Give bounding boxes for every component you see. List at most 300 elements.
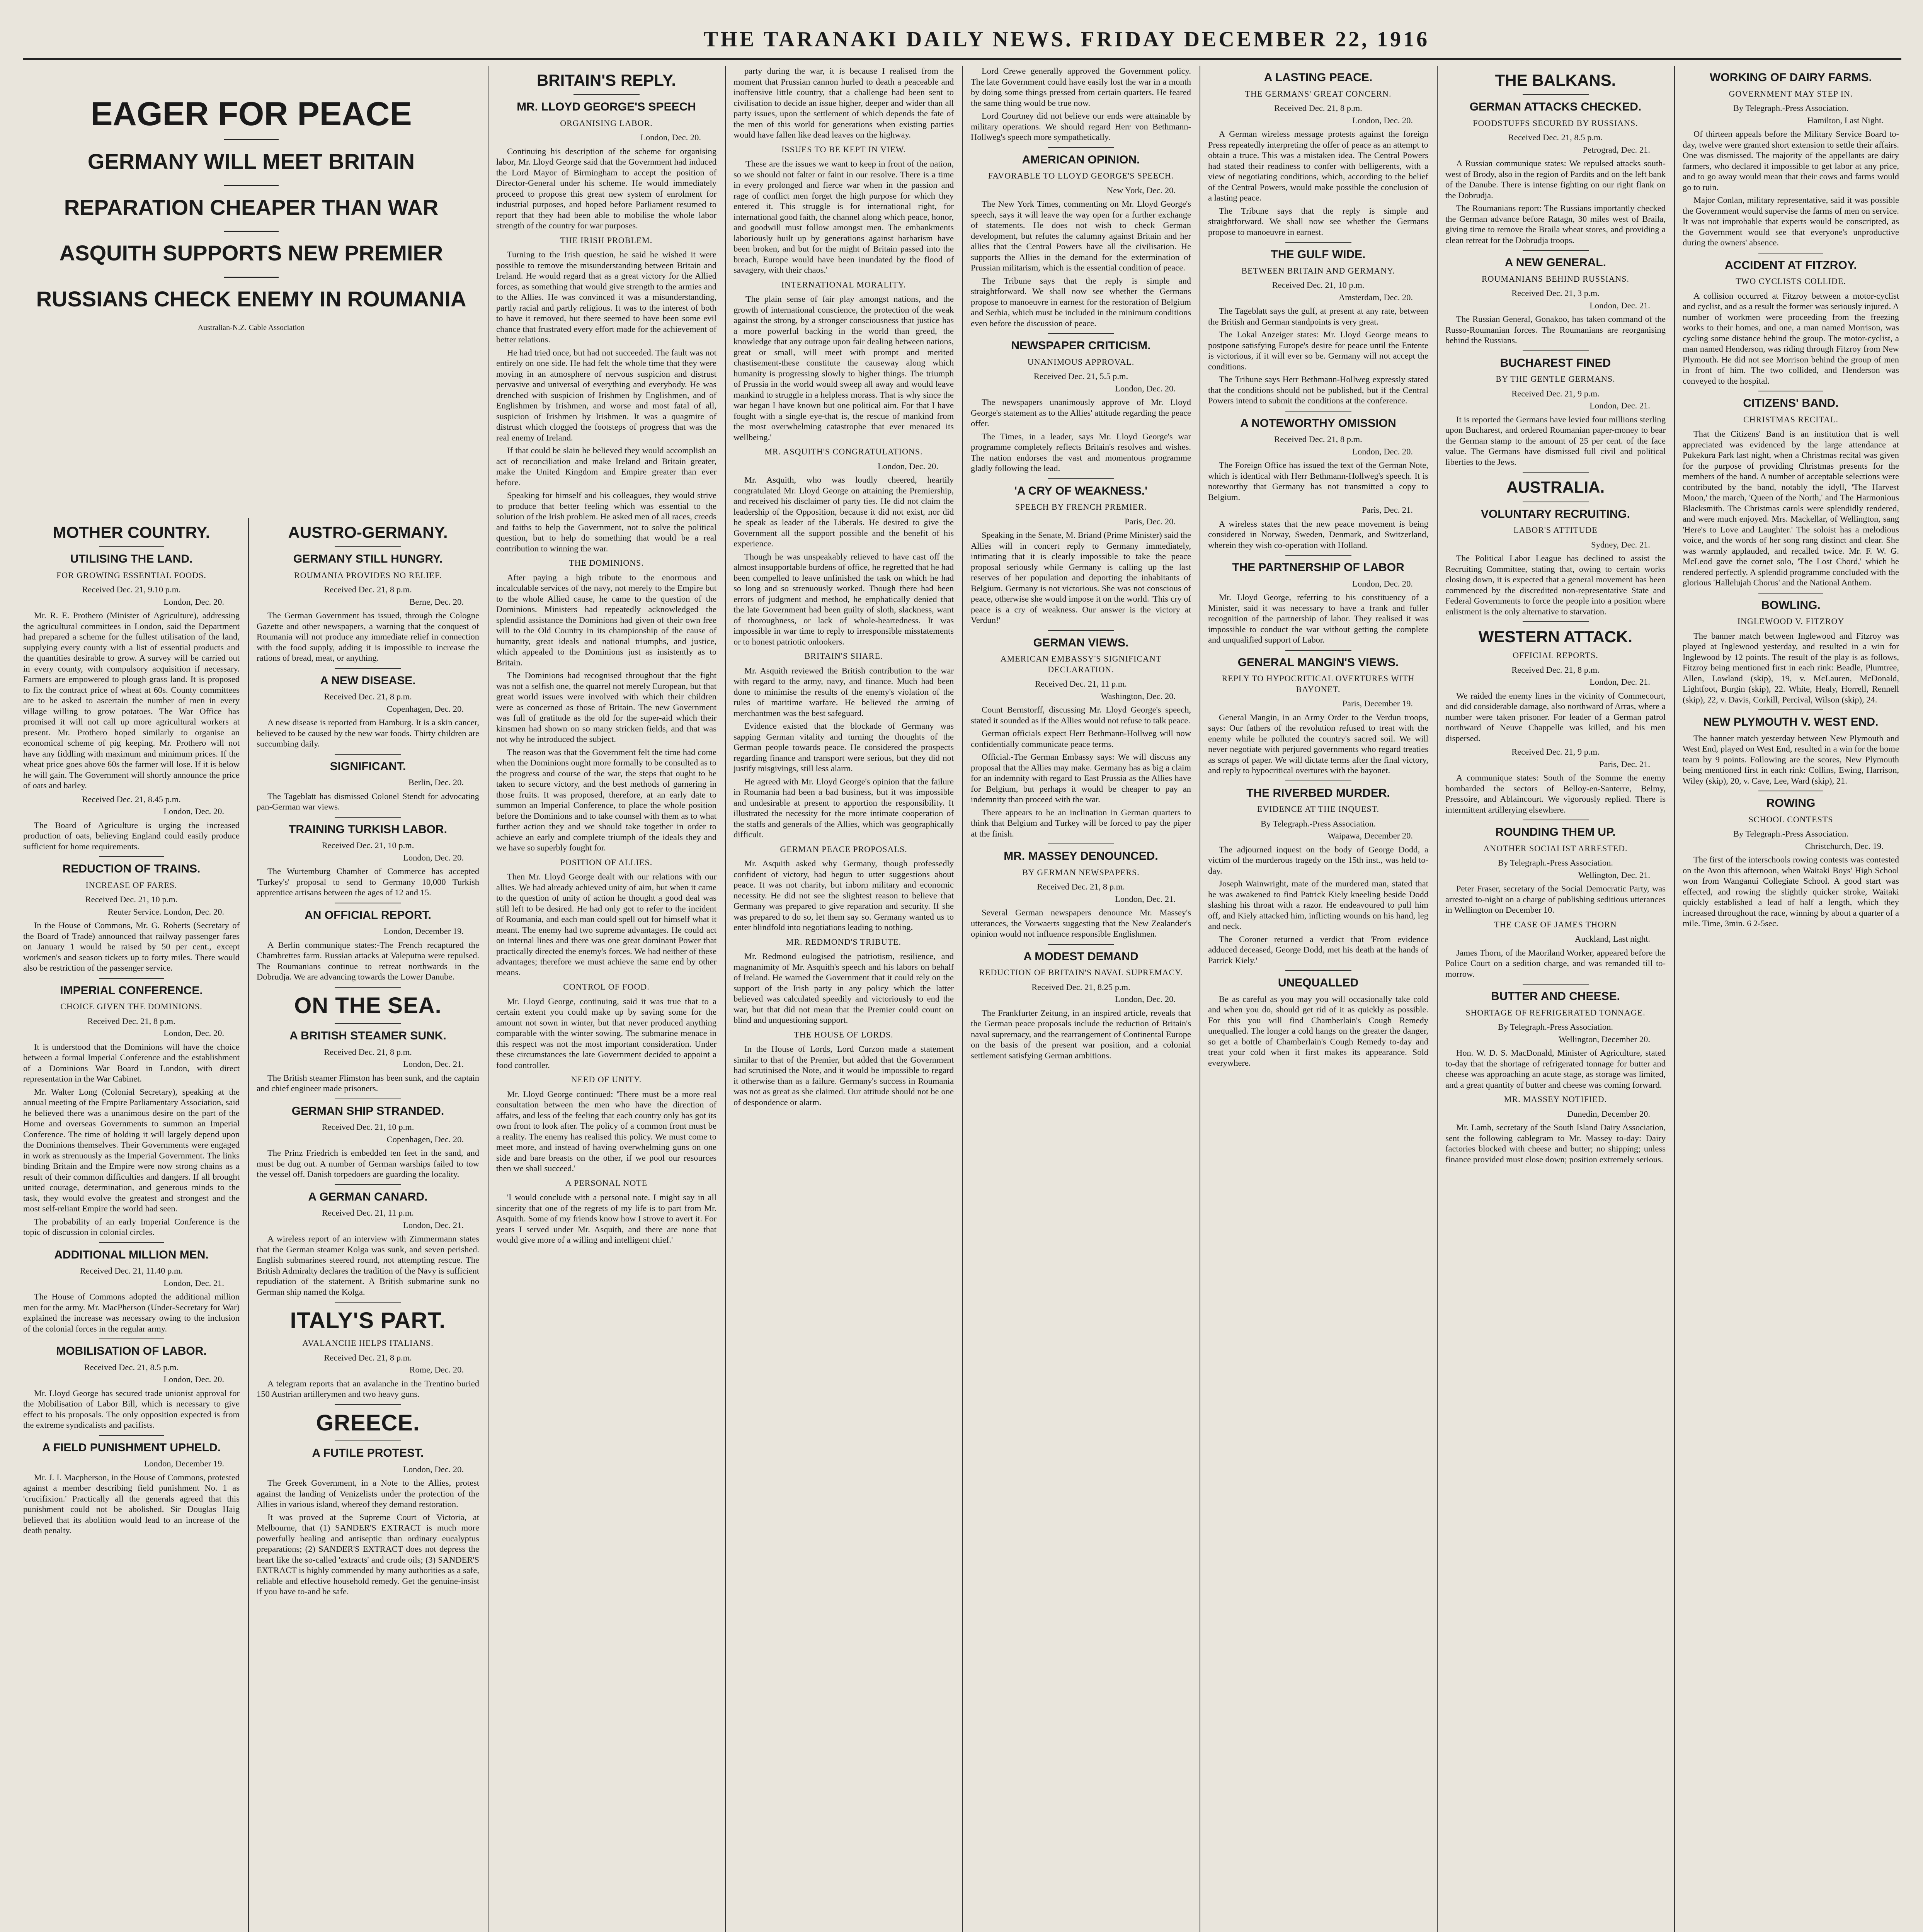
paragraph: German officials expect Herr Bethmann-Hollweg will now confidentially communicate peace terms. xyxy=(971,728,1191,749)
received-line: Received Dec. 21, 5.5 p.m. xyxy=(1033,371,1128,381)
subheading: MR. ASQUITH'S CONGRATULATIONS. xyxy=(764,447,923,456)
dateline: London, Dec. 21. xyxy=(1589,401,1650,411)
paragraph: A communique states: South of the Somme the enemy bombarded the sectors of Belloy-en-Santerre, Belmy, Pressoire, and Ablaincourt. We vigorously replied. There is intermittent artillerying elsewhere. xyxy=(1445,773,1666,815)
subheading: AMERICAN EMBASSY'S SIGNIFICANT DECLARATION. xyxy=(1000,654,1162,674)
paragraph: If that could be slain he believed they would accomplish an act of reconciliation and make Ireland and Britain greater, make the United Kingdom and Empire greater than ever before. xyxy=(496,446,716,487)
deck-1: GERMANY WILL MEET BRITAIN xyxy=(87,149,415,174)
dateline: Reuter Service. London, Dec. 20. xyxy=(107,906,224,917)
dateline: Paris, Dec. 21. xyxy=(1362,505,1413,515)
article-headline: A BRITISH STEAMER SUNK. xyxy=(289,1029,446,1043)
paragraph: A wireless report of an interview with Zimmermann states that the German steamer Kolga was sunk, and seven perished. English submarines steered round, not attempting rescue. The British Admiralty declares the tradition of the Navy is sufficient repudiation of the statement. A British submarine sunk no German ship named the Kolga. xyxy=(257,1234,479,1297)
column-divider xyxy=(1674,66,1675,1932)
subheading: FAVORABLE TO LLOYD GEORGE'S SPEECH. xyxy=(988,171,1174,180)
paragraph: The Tageblatt says the gulf, at present at any rate, between the British and German standpoints is very great. xyxy=(1208,306,1428,327)
paragraph: A new disease is reported from Hamburg. It is a skin cancer, believed to be caused by the new war foods. Thirty children are succumbing daily. xyxy=(257,718,479,749)
dateline: Petrograd, Dec. 21. xyxy=(1583,145,1650,155)
received-line: Received Dec. 21, 9 p.m. xyxy=(1511,747,1600,757)
deck-3: ASQUITH SUPPORTS NEW PREMIER xyxy=(59,241,443,265)
subheading: INTERNATIONAL MORALITY. xyxy=(781,279,906,289)
paragraph: 'These are the issues we want to keep in front of the nation, so we should not falter or faint in our resolve. There is a time in every prolonged and fierce war when in the passion and rage of conflict men forget the high purpose for which they entered it. This struggle is for international right, for international good faith, the channel along which peace, honor, and goodwill must follow amongst men. The embankments laboriously built up by generations against barbarism have been broken, and but for the might of Britain passed into the breach, Europe would have been inundated by the flood of savagery, with their chaos.' xyxy=(733,159,954,275)
subheading: MR. REDMOND'S TRIBUTE. xyxy=(786,937,902,947)
subheading: POSITION OF ALLIES. xyxy=(560,857,653,867)
article-headline: IMPERIAL CONFERENCE. xyxy=(60,984,203,997)
dateline: London, Dec. 21. xyxy=(403,1220,464,1230)
section-rule xyxy=(335,987,402,988)
deck-divider xyxy=(224,231,279,232)
column-6 xyxy=(1208,66,1428,1932)
section-rule xyxy=(573,94,640,95)
paragraph: It is understood that the Dominions will have the choice between a formal Imperial Conference and the establishment of a Dominions War Board in London, with direct representation in the War Cabinet. xyxy=(23,1042,240,1084)
received-line: Received Dec. 21, 10 p.m. xyxy=(322,840,414,850)
paragraph: Mr. Asquith, who was loudly cheered, heartily congratulated Mr. Lloyd George on attaining the Premiership, and received his disclaimer of party ties. He did not claim the leadership of the Opposition, because it did not exist, nor did he speak as leader of the Liberals. He desired to give the Government all the support possible and the benefit of his experience. xyxy=(733,475,954,548)
paragraph: Mr. Asquith asked why Germany, though professedly confident of victory, had begun to utter suggestions about peace. It was not charity, but inborn military and economic necessity. He did not see the slightest reason to believe that Germany was prepared to give reparation and security. If she was prepared to do so, let them say so. Germany wanted us to enter blindfold into negotiations leading to nothing. xyxy=(733,859,954,932)
paragraph: A wireless states that the new peace movement is being considered in Norway, Sweden, Denmark, and Switzerland, wherein they wish co-operation with Holland. xyxy=(1208,519,1428,550)
subheading: REDUCTION OF BRITAIN'S NAVAL SUPREMACY. xyxy=(979,968,1183,977)
paragraph: The adjourned inquest on the body of George Dodd, a victim of the murderous tragedy on the 15th inst., was held to-day. xyxy=(1208,844,1428,876)
received-line: Received Dec. 21, 8.25 p.m. xyxy=(1031,982,1130,992)
paragraph: 'I would conclude with a personal note. I might say in all sincerity that one of the regrets of my life is to part from Mr. Asquith. Some of my friends know how I strove to avert it. For years I served under Mr. Asquith, and there are none that would give more of a willing and intelligent chief.' xyxy=(496,1192,716,1245)
received-line: Received Dec. 21, 8.5 p.m. xyxy=(1508,133,1603,143)
paragraph: Evidence existed that the blockade of Germany was sapping German vitality and turning the thoughts of the German people towards peace. He considered the prospects regarding finance and transport were serious, but they did not justify misgivings, still less alarm. xyxy=(733,721,954,773)
received-line: By Telegraph.-Press Association. xyxy=(1498,1022,1613,1032)
received-line: Received Dec. 21, 8 p.m. xyxy=(324,1352,412,1362)
dateline: London, Dec. 20. xyxy=(1352,446,1413,456)
received-line: Received Dec. 21, 11 p.m. xyxy=(1035,679,1127,689)
paragraph: He had tried once, but had not succeeded. The fault was not entirely on one side. He had felt the whole time that they were moving in an atmosphere of nervous suspicion and distrust pervasive and universal of everything and everybody. He was drenched with suspicion of Irishmen by Englishmen, and of Englishmen by Irishmen, and worse and most fatal of all, suspicion of Irishmen by Irishmen. It was a quagmire of distrust which clogged the footsteps of progress that was the real enemy of Ireland. xyxy=(496,347,716,442)
article-headline: BOWLING. xyxy=(1761,599,1821,612)
paragraph: In the House of Commons, Mr. G. Roberts (Secretary of the Board of Trade) announced that railway passenger fares on January 1 would be raised by 50 per cent., except workmen's and season tickets up to forty miles. There would also be restriction of the passenger service. xyxy=(23,920,240,973)
article-headline: ROUNDING THEM UP. xyxy=(1495,826,1616,839)
article-headline: ON THE SEA. xyxy=(294,993,442,1018)
paragraph: Mr. Redmond eulogised the patriotism, resilience, and magnanimity of Mr. Asquith's speech and his labors on behalf of Ireland. He warned the Government that it could rely on the support of the Irish party in any policy which the latter believed was calculated speedily and victoriously to end the war, but that did not mean that the Premier could count on blind and unquestioning support. xyxy=(733,951,954,1025)
dateline: Christchurch, Dec. 19. xyxy=(1805,841,1884,851)
paragraph: The Coroner returned a verdict that 'From evidence adduced deceased, George Dodd, met his death at the hands of Patrick Kiely.' xyxy=(1208,934,1428,965)
received-line: By Telegraph.-Press Association. xyxy=(1733,103,1848,113)
deck-divider xyxy=(224,185,279,186)
subheading: BY THE GENTLE GERMANS. xyxy=(1496,374,1615,384)
article-headline: GERMAN VIEWS. xyxy=(1033,636,1129,649)
section-rule xyxy=(335,1023,402,1024)
subheading: CHRISTMAS RECITAL. xyxy=(1743,414,1839,424)
article-headline: AMERICAN OPINION. xyxy=(1022,153,1140,166)
paragraph: Hon. W. D. S. MacDonald, Minister of Agriculture, stated to-day that the shortage of refrigerated tonnage for butter and cheese was approaching an acute stage, as storage was limited, and a great quantity of butter and cheese was coming forward. xyxy=(1445,1048,1666,1090)
article-headline: ROWING xyxy=(1766,797,1816,810)
dateline: London, Dec. 20. xyxy=(163,1374,224,1384)
subheading: ANOTHER SOCIALIST ARRESTED. xyxy=(1483,843,1628,853)
article-headline: 'A CRY OF WEAKNESS.' xyxy=(1014,484,1148,497)
paragraph: It is reported the Germans have levied four millions sterling upon Bucharest, and ordered Roumanian paper-money to bear the German stamp to the amount of 25 per cent. of the face value. The Germans have dismissed full civil and political liberties to the Jews. xyxy=(1445,414,1666,467)
dateline: Amsterdam, Dec. 20. xyxy=(1339,292,1413,302)
dateline: London, Dec. 21. xyxy=(1589,677,1650,687)
paragraph: Several German newspapers denounce Mr. Massey's utterances, the Vorwaerts suggesting that the New Zealander's opinion would not influence responsible Englishmen. xyxy=(971,908,1191,939)
dateline: London, Dec. 21. xyxy=(403,1059,464,1069)
dateline: London, Dec. 20. xyxy=(403,1464,464,1474)
article-headline: A NEW DISEASE. xyxy=(320,674,416,687)
section-rule xyxy=(1523,621,1589,622)
section-rule xyxy=(1285,650,1351,651)
article-headline: AUSTRALIA. xyxy=(1506,478,1605,497)
dateline: London, Dec. 20. xyxy=(1115,994,1176,1004)
dateline: London, December 19. xyxy=(144,1459,224,1469)
subheading: CONTROL OF FOOD. xyxy=(563,982,650,992)
main-headline: EAGER FOR PEACE xyxy=(90,95,412,133)
dateline: London, Dec. 21. xyxy=(163,1278,224,1288)
section-rule xyxy=(1523,94,1589,95)
article-headline: GENERAL MANGIN'S VIEWS. xyxy=(1237,656,1399,669)
paragraph: Joseph Wainwright, mate of the murdered man, stated that he was awakened to find Patrick Kiely kneeling beside Dodd slashing his throat with a razor. He endeavoured to pull him off, and Kiely attacked him, inflicting wounds on his hand, leg and neck. xyxy=(1208,879,1428,931)
dateline: Dunedin, December 20. xyxy=(1567,1109,1650,1119)
article-headline: GERMAN SHIP STRANDED. xyxy=(291,1104,444,1117)
column-divider xyxy=(1437,66,1438,1932)
deck-4: RUSSIANS CHECK ENEMY IN ROUMANIA xyxy=(36,287,466,311)
section-rule xyxy=(99,1242,164,1243)
article-headline: UTILISING THE LAND. xyxy=(70,553,193,566)
dateline: Waipawa, December 20. xyxy=(1327,831,1413,840)
article-headline: WORKING OF DAIRY FARMS. xyxy=(1710,71,1872,84)
paragraph: The Tribune says that the reply is simple and straightforward. We shall now see whether the Germans propose to manoeuvre in earnest. xyxy=(1208,206,1428,237)
dateline: New York, Dec. 20. xyxy=(1106,185,1176,195)
section-rule xyxy=(99,978,164,979)
paragraph: The first of the interschools rowing contests was contested on the Avon this afternoon, when Waitaki Boys' High School won from Wanganui Collegiate School. A good start was effected, and rowing the slightly quicker stroke, Waitaki quickly established a lead of half a length, which they increased throughout the race, winning by about a quarter of a mile. Time, 3min. 6 2-5sec. xyxy=(1683,855,1899,928)
paragraph: It was proved at the Supreme Court of Victoria, at Melbourne, that (1) SANDER'S EXTRACT is much more powerfully healing and antiseptic than ordinary eucalyptus preparations; (2) SANDER'S EXTRACT does not depress the heart like the so-called 'extracts' and crude oils; (3) SANDER'S EXTRACT is highly commended by many authorities as a safe, reliable and effective household remedy. Get the genuine-insist if you have to-and be safe. xyxy=(257,1512,479,1597)
article-headline: MR. MASSEY DENOUNCED. xyxy=(1004,850,1158,862)
subheading: UNANIMOUS APPROVAL. xyxy=(1027,357,1135,367)
paragraph: The Lokal Anzeiger states: Mr. Lloyd George means to postpone satisfying Europe's desire for peace until the Entente is victorious, if it will ever so be. Germany will not accept the conditions. xyxy=(1208,330,1428,371)
paragraph: Mr. Walter Long (Colonial Secretary), speaking at the annual meeting of the Empire Parliamentary Association, said he believed there was a unanimous desire on the part of the Home and overseas Governments to summon an Imperial Conference. The time of holding it will largely depend upon the Dominions themselves. Their Governments were engaged in work as strenuously as the Imperial Government. The links binding Britain and the Empire were now strong chains as a result of their common difficulties and dangers. If all brought united courage, determination, and generous minds to the task, they would evolve the greatest and strongest and the most self-reliant Empire the world had seen. xyxy=(23,1087,240,1214)
dateline: Sydney, Dec. 21. xyxy=(1591,539,1650,549)
newspaper-page xyxy=(23,15,1901,1932)
section-rule xyxy=(335,1404,402,1405)
received-line: Received Dec. 21, 10 p.m. xyxy=(85,895,178,905)
subheading: THE CASE OF JAMES THORN xyxy=(1494,919,1617,929)
article-headline: ADDITIONAL MILLION MEN. xyxy=(54,1248,209,1261)
article-headline: BRITAIN'S REPLY. xyxy=(536,71,676,89)
subheading: GERMAN PEACE PROPOSALS. xyxy=(780,844,907,854)
received-line: Received Dec. 21, 10 p.m. xyxy=(1272,280,1365,290)
paragraph: The Prinz Friedrich is embedded ten feet in the sand, and must be dug out. A number of German warships failed to tow the vessel off. Danish torpedoers are guarding the locality. xyxy=(257,1148,479,1179)
column-2 xyxy=(257,518,479,1932)
paragraph: Peter Fraser, secretary of the Social Democratic Party, was arrested to-night on a charge of publishing seditious utterances in Wellington on December 10. xyxy=(1445,884,1666,915)
article-headline: UNEQUALLED xyxy=(1278,976,1359,989)
received-line: Received Dec. 21, 3 p.m. xyxy=(1511,288,1600,298)
masthead-rule xyxy=(23,58,1901,60)
section-rule xyxy=(335,1440,402,1441)
paragraph: The New York Times, commenting on Mr. Lloyd George's speech, says it will leave the way open for a further exchange of statements. He does not wish to check German development, but refutes the calumny against Britain and her allies that the Central Powers have all the civilisation. He supports the Allies in the demand for the extermination of Prussian militarism, which is the essential condition of peace. xyxy=(971,199,1191,272)
section-rule xyxy=(1758,709,1823,710)
article-headline: A LASTING PEACE. xyxy=(1264,71,1373,84)
paragraph: He agreed with Mr. Lloyd George's opinion that the failure in Roumania had been a bad business, but it was impossible and undesirable at present to apportion the responsibility. It illustrated the necessity for the more intimate cooperation of the staffs and generals of the Allies, which was geographically difficult. xyxy=(733,776,954,839)
subheading: SCHOOL CONTESTS xyxy=(1748,814,1833,824)
paragraph: The Board of Agriculture is urging the increased production of oats, believing England could easily produce sufficient for home requirements. xyxy=(23,820,240,851)
column-8 xyxy=(1683,66,1899,1932)
dateline: Paris, Dec. 21. xyxy=(1599,759,1650,769)
paragraph: 'The plain sense of fair play amongst nations, and the growth of international conscience, the protection of the weak against the strong, by a stronger consciousness that justice has a more powerful backing in the world than greed, the knowledge that any outrage upon fair dealing between nations, great or small, will meet with prompt and merited chastisement-these constitute the causeway along which humanity is progressing slowly to higher things. The triumph of Prussia in the world would sweep all away and would leave mankind to struggle in a helpless morass. That is why since the war began I have known but one political aim. For that I have fought with a single eye-that is, the rescue of mankind from the most overwhelming catastrophe that ever menaced its wellbeing.' xyxy=(733,294,954,442)
received-line: Received Dec. 21, 9.10 p.m. xyxy=(82,585,181,595)
paragraph: A Berlin communique states:-The French recaptured the Chambrettes farm. Russian attacks at Valeputna were repulsed. The Roumanians continue to retreat northwards in the Dobrudja. We are advancing towards the Lower Danube. xyxy=(257,940,479,982)
paragraph: Though he was unspeakably relieved to have cast off the almost insupportable burdens of office, he regretted that he had been compelled to leave unfinished the task on which he had so long and so strenuously worked. Though there had been errors of judgment and method, he emphatically denied that the late Government had been guilty of sloth, slackness, want of thoroughness, or lack of whole-heartedness. It was impossible in war time to reply to irresponsible misstatements or to honest patriotic onlookers. xyxy=(733,551,954,646)
article-headline: TRAINING TURKISH LABOR. xyxy=(289,823,447,836)
paragraph: Be as careful as you may you will occasionally take cold and when you do, should get rid of it as quickly as possible. For this you will find Chamberlain's Cough Remedy unequalled. The longer a cold hangs on the greater the danger, so get a bottle of Chamberlain's Cough Remedy to-day and treat your cold when it first makes its appearance. Sold everywhere. xyxy=(1208,994,1428,1068)
dateline: Berne, Dec. 20. xyxy=(409,597,464,607)
column-divider xyxy=(248,518,249,1932)
dateline: London, Dec. 20. xyxy=(163,806,224,816)
headline-divider xyxy=(224,139,279,140)
article-headline: A MODEST DEMAND xyxy=(1023,950,1138,963)
paragraph: That the Citizens' Band is an institution that is well appreciated was evidenced by the large attendance at Pukekura Park last night, when a Christmas recital was given for the purpose of providing Christmas presents for the members of the band. A number of acceptable selections were contributed by the band, notably the idyll, 'The Harvest Moon,' the march, 'Queen of the North,' and The Harmonious Blacksmith. The Christmas carols were splendidly rendered, and were much enjoyed. Mrs. Mackellar, of Wellington, sang 'Here's to Love and Laughter.' The soloist has a melodious voice, and the words of her song rang distinct and clear. She was warmly applauded, and recalled twice. Mr. F. W. G. McLeod gave the cornet solo, 'The Lost Chord,' which he rendered perfectly. A splendid programme concluded with the glorious 'Hallelujah Chorus' and the National Anthem. xyxy=(1683,429,1899,587)
subheading: THE DOMINIONS. xyxy=(569,558,644,568)
paragraph: The probability of an early Imperial Conference is the topic of discussion in colonial circles. xyxy=(23,1216,240,1237)
article-headline: THE PARTNERSHIP OF LABOR xyxy=(1232,561,1404,574)
section-rule xyxy=(335,754,402,755)
dateline: Wellington, December 20. xyxy=(1559,1034,1650,1044)
subheading: ROUMANIA PROVIDES NO RELIEF. xyxy=(294,570,442,580)
paragraph: Mr. Lloyd George has secured trade unionist approval for the Mobilisation of Labor Bill, which is necessary to give effect to his proposals. The only opposition expected is from the extreme syndicalists and pacifists. xyxy=(23,1388,240,1430)
article-headline: MOBILISATION OF LABOR. xyxy=(56,1345,207,1358)
paragraph: The newspapers unanimously approve of Mr. Lloyd George's statement as to the Allies' attitude regarding the peace offer. xyxy=(971,397,1191,428)
paragraph: James Thorn, of the Maoriland Worker, appeared before the Police Court on a sedition charge, and was remanded till to-morrow. xyxy=(1445,947,1666,979)
received-line: Received Dec. 21, 8 p.m. xyxy=(1511,665,1600,675)
article-headline: REDUCTION OF TRAINS. xyxy=(62,862,201,876)
paragraph: Mr. Lloyd George continued: 'There must be a more real consultation between the men who have the direction of affairs, and less of the feeling that each country only has got its own front to look after. The policy of a common front must be a reality. The enemy has realised this policy. We must come to meet more, and instead of having overwhelming guns on one side and bare breasts on the other, if we pool our resources then we shall succeed.' xyxy=(496,1089,716,1173)
paragraph: The British steamer Flimston has been sunk, and the captain and chief engineer made prisoners. xyxy=(257,1073,479,1094)
section-rule xyxy=(1048,478,1114,479)
paragraph: Mr. Lloyd George, referring to his constituency of a Minister, said it was necessary to have a frank and fuller recognition of the partnership of labor. They realised it was impossible to conduct the war without getting the complete and unqualified support of Labor. xyxy=(1208,592,1428,645)
paragraph: The banner match yesterday between New Plymouth and West End, played on West End, resulted in a win for the home team by 9 points. Following are the scores, New Plymouth being mentioned first in each rink: Collins, Ewing, Harrison, Wiley (skip), 20, v. Cave, Lee, Ward (skip), 21. xyxy=(1683,733,1899,786)
article-headline: GERMANY STILL HUNGRY. xyxy=(293,553,443,566)
paragraph: The Times, in a leader, says Mr. Lloyd George's war programme completely reflects Britain's resolves and wishes. The nation endorses the vast and momentous programme gladly following the lead. xyxy=(971,431,1191,473)
dateline: London, Dec. 20. xyxy=(1352,578,1413,588)
section-rule xyxy=(1523,250,1589,251)
paragraph: Speaking in the Senate, M. Briand (Prime Minister) said the Allies will in concert reply to Germany immediately, intimating that it is clearly impossible to take the peace proposal seriously while Germany is calling up the last reserves of her population and deporting the inhabitants of Belgium. Germany is not victorious. She was not conscious of peace, otherwise she would impose it on the world. 'This cry of peace is a cry of weakness. Our answer is the victory at Verdun!' xyxy=(971,530,1191,625)
paragraph: The Greek Government, in a Note to the Allies, protest against the landing of Venizelists under the protection of the Allies in various island, whereof they demand restoration. xyxy=(257,1478,479,1509)
deck-divider xyxy=(224,277,279,278)
paragraph: A Russian communique states: We repulsed attacks south-west of Brody, also in the region of Pardits and on the left bank of the Danube. There is intense fighting on our right flank on the Dobrudja. xyxy=(1445,158,1666,200)
article-headline: MOTHER COUNTRY. xyxy=(53,523,210,541)
column-divider xyxy=(725,66,726,1932)
section-rule xyxy=(1048,944,1114,945)
article-headline: GERMAN ATTACKS CHECKED. xyxy=(1469,100,1642,114)
paragraph: The reason was that the Government felt the time had come when the Dominions ought more formally to be consulted as to the progress and course of the war, the steps that ought to be taken to secure victory, and the best methods of garnering in those fruits. It was proposed, therefore, at an early date to summon an Imperial Conference, to place the whole position before the Dominions and to take counsel with them as to what further action they and we should take together in order to achieve an early and complete triumph of the ideals they and we have so superbly fought for. xyxy=(496,747,716,853)
section-rule xyxy=(1523,984,1589,985)
article-headline: BUCHAREST FINED xyxy=(1500,356,1611,369)
subheading: THE IRISH PROBLEM. xyxy=(560,235,653,245)
article-headline: WESTERN ATTACK. xyxy=(1478,628,1633,646)
subheading: THE GERMANS' GREAT CONCERN. xyxy=(1245,88,1392,99)
article-headline: A GERMAN CANARD. xyxy=(308,1190,428,1203)
section-rule xyxy=(99,1338,164,1339)
dateline: London, Dec. 21. xyxy=(1589,300,1650,310)
dateline: Copenhagen, Dec. 20. xyxy=(386,704,464,714)
subheading: TWO CYCLISTS COLLIDE. xyxy=(1736,276,1846,286)
paragraph: Mr. Lloyd George, continuing, said it was true that to a certain extent you could make up by saving some for the amount not sown in winter, but that never produced anything comparable with the winter sowing. The submarine menace in this respect was not the most important consideration. Under these circumstances the late Government decided to appoint a food controller. xyxy=(496,996,716,1070)
article-headline: NEWSPAPER CRITICISM. xyxy=(1011,339,1151,352)
subheading: INCREASE OF FARES. xyxy=(85,880,177,890)
dateline: Washington, Dec. 20. xyxy=(1101,691,1176,701)
paragraph: In the House of Lords, Lord Curzon made a statement similar to that of the Premier, but added that the Government had scrutinised the Note, and it would be impossible to regard it otherwise than as a failure. Germany's success in Roumania was not as great as she claimed. Our attitude should not be one of despondence or alarm. xyxy=(733,1044,954,1107)
section-rule xyxy=(1048,147,1114,148)
article-headline: BUTTER AND CHEESE. xyxy=(1491,990,1620,1003)
section-rule xyxy=(1523,350,1589,351)
subheading: A PERSONAL NOTE xyxy=(565,1178,648,1188)
column-4 xyxy=(733,66,954,1932)
article-headline: THE GULF WIDE. xyxy=(1271,248,1366,261)
received-line: Received Dec. 21, 8 p.m. xyxy=(324,1047,412,1057)
paragraph: party during the war, it is because I realised from the moment that Prussian cannon hurled to death a peaceable and inoffensive little country, that a challenge had been sent to civilisation to decide an issue higher, deeper and wider than all party issues, upon the settlement of which depends the fate of the men of this world for generations when existing parties would have fallen like dead leaves on the highway. xyxy=(733,66,954,139)
received-line: Received Dec. 21, 11.40 p.m. xyxy=(80,1266,183,1276)
article-headline: A NOTEWORTHY OMISSION xyxy=(1240,417,1396,430)
article-headline: ACCIDENT AT FITZROY. xyxy=(1725,259,1857,272)
received-line: Received Dec. 21, 11 p.m. xyxy=(322,1208,414,1218)
article-headline: CITIZENS' BAND. xyxy=(1743,397,1839,410)
paragraph: After paying a high tribute to the enormous and incalculable services of the navy, not merely to the Empire but to the whole Allied cause, he came to the question of the Dominions. Ministers had repeatedly acknowledged the splendid assistance the Dominions had given of their own free will to the Old Country in its championship of the cause of humanity, great ideals and national triumphs, and justice, which appealed to the Dominions just as insistently as to Britain. xyxy=(496,572,716,667)
section-rule xyxy=(1285,970,1351,971)
dateline: Copenhagen, Dec. 20. xyxy=(386,1134,464,1144)
section-rule xyxy=(1758,593,1823,594)
paragraph: The Foreign Office has issued the text of the German Note, which is identical with Herr Bethmann-Hollweg's speech. It is noteworthy that Germany has not transmitted a copy to Belgium. xyxy=(1208,460,1428,502)
received-line: Received Dec. 21, 8.5 p.m. xyxy=(84,1362,179,1372)
subheading: FOODSTUFFS SECURED BY RUSSIANS. xyxy=(1473,118,1638,128)
article-headline: GREECE. xyxy=(316,1410,420,1435)
subheading: SPEECH BY FRENCH PREMIER. xyxy=(1015,502,1147,512)
paragraph: Mr. J. I. Macpherson, in the House of Commons, protested against a member describing field punishment No. 1 as 'crucifixion.' Practically all the generals agreed that this punishment could not be abolished. Sir Douglas Haig believed that its abolition would lead to an increase of the death penalty. xyxy=(23,1472,240,1536)
article-headline: AN OFFICIAL REPORT. xyxy=(305,908,431,922)
dateline: Auckland, Last night. xyxy=(1575,934,1650,944)
paragraph: The House of Commons adopted the additional million men for the army. Mr. MacPherson (Under-Secretary for War) explained the increase was necessary owing to the inclusion of the colonial forces in the regular army. xyxy=(23,1292,240,1333)
dateline: Rome, Dec. 20. xyxy=(409,1365,464,1375)
paragraph: Official.-The German Embassy says: We will discuss any proposal that the Allies may make. Germany has as big a claim for an indemnity with regard to East Prussia as the Allies have for Belgium, but perhaps it would be cheaper to pay an indemnity than proceed with the war. xyxy=(971,752,1191,804)
subheading: AVALANCHE HELPS ITALIANS. xyxy=(302,1338,434,1348)
paragraph: The Frankfurter Zeitung, in an inspired article, reveals that the German peace proposals include the reduction of Britain's naval supremacy, and the rearrangement of Continental Europe on the basis of the present war position, and a colonial settlement satisfying German ambitions. xyxy=(971,1008,1191,1060)
subheading: ISSUES TO BE KEPT IN VIEW. xyxy=(781,144,906,154)
paragraph: Count Bernstorff, discussing Mr. Lloyd George's speech, stated it sounded as if the Allies would not refuse to talk peace. xyxy=(971,705,1191,725)
paragraph: A German wireless message protests against the foreign Press repeatedly interpreting the offer of peace as an attempt to obtain a truce. This was a mistaken idea. The Central Powers had stated their readiness to confer with belligerents, with a view of negotiating conditions, which, according to the belief of the Central Powers, would make possible the conclusion of a lasting peace. xyxy=(1208,129,1428,202)
dateline: Berlin, Dec. 20. xyxy=(408,777,464,787)
article-headline: AUSTRO-GERMANY. xyxy=(288,523,448,541)
dateline: Paris, December 19. xyxy=(1342,699,1413,708)
received-line: Received Dec. 21, 8 p.m. xyxy=(1274,103,1362,113)
dateline: London, Dec. 20. xyxy=(878,461,938,471)
paragraph: The Political Labor League has declined to assist the Recruiting Committee, stating that, owing to certain works closing down, it is expected that a general movement has been commenced by the discredited non-representative State and Federal Governments to force the people into a position where enlistment is the only alternative to starvation. xyxy=(1445,553,1666,616)
subheading: INGLEWOOD V. FITZROY xyxy=(1737,616,1845,626)
section-rule xyxy=(1048,333,1114,334)
section-rule xyxy=(335,1302,402,1303)
dateline: London, Dec. 20. xyxy=(403,852,464,862)
paragraph: The Dominions had recognised throughout that the fight was not a selfish one, the quarrel not merely European, but that great world issues were involved with which their children were as concerned as those of Britain. The new Government was full of gratitude as the old for the super-aid which their kinsmen had shown on so many stricken fields, and that was not why he introduced the subject. xyxy=(496,670,716,744)
paragraph: General Mangin, in an Army Order to the Verdun troops, says: Our fathers of the revolution refused to treat with the enemy while he polluted the country's sacred soil. We will never negotiate with perjured governments who regard treaties as scraps of paper. We will dictate terms after the final victory, and reply to hypocritical overtures with the bayonet. xyxy=(1208,712,1428,775)
paragraph: We raided the enemy lines in the vicinity of Commecourt, and did considerable damage, also northward of Arras, where a number were taken prisoner. For leader of a German patrol northward of Neuve Chappelle was killed, and his men dispersed. xyxy=(1445,690,1666,743)
subheading: GOVERNMENT MAY STEP IN. xyxy=(1729,88,1853,99)
paragraph: A telegram reports that an avalanche in the Trentino buried 150 Austrian artillerymen and two heavy guns. xyxy=(257,1378,479,1399)
subheading: EVIDENCE AT THE INQUEST. xyxy=(1257,804,1380,814)
paragraph: The German Government has issued, through the Cologne Gazette and other newspapers, a warning that the conquest of Roumania will not produce any immediate relief in connection with the food supply, adding it is impossible to increase the rations of bread, meat, or anything. xyxy=(257,611,479,663)
received-line: Received Dec. 21, 8 p.m. xyxy=(1274,434,1362,444)
section-rule xyxy=(1285,411,1351,412)
received-line: Received Dec. 21, 9 p.m. xyxy=(1511,388,1600,398)
dateline: London, Dec. 20. xyxy=(163,597,224,607)
article-headline: SIGNIFICANT. xyxy=(330,760,406,773)
article-headline: THE BALKANS. xyxy=(1495,71,1616,89)
paragraph: The banner match between Inglewood and Fitzroy was played at Inglewood yesterday, and resulted in a win for Inglewood by 12 points. The result of the play is as follows, Fitzroy being mentioned first in each rink: Beadle, Plumtree, Allen, Lowland (skip), 19, v. McLauren, McDonald, Lightfoot, Burgin (skip), 22. White, Healy, Horrell, Rennell (skip), 22, v. Davis, Corkill, Percival, Wilson (skip), 24. xyxy=(1683,631,1899,704)
section-rule xyxy=(99,1435,164,1436)
subheading: BY GERMAN NEWSPAPERS. xyxy=(1022,867,1140,877)
cable-credit: Australian-N.Z. Cable Association xyxy=(197,323,305,332)
article-headline: THE RIVERBED MURDER. xyxy=(1246,786,1390,799)
dateline: Paris, Dec. 20. xyxy=(1125,516,1176,526)
paragraph: Mr. Lamb, secretary of the South Island Dairy Association, sent the following cablegram to Mr. Massey to-day: Dairy factories blocked with cheese and butter; no shipping; unless finance provided must close down; position extremely serious. xyxy=(1445,1122,1666,1164)
article-headline: MR. LLOYD GEORGE'S SPEECH xyxy=(517,100,696,114)
paragraph: Lord Courtney did not believe our ends were attainable by military operations. We should regard Herr von Bethmann-Hollweg's speech more sympathetically. xyxy=(971,111,1191,142)
paragraph: Major Conlan, military representative, said it was possible the Government would supervise the farms of men on service. It was not improbable that experts would be conscripted, as the Government would see that everyone's unproductive during the owners' absence. xyxy=(1683,195,1899,247)
received-line: Received Dec. 21, 8 p.m. xyxy=(324,585,412,595)
column-5 xyxy=(971,66,1191,1932)
section-rule xyxy=(335,1184,402,1185)
subheading: OFFICIAL REPORTS. xyxy=(1513,650,1598,660)
received-line: Received Dec. 21, 8 p.m. xyxy=(1037,882,1125,891)
column-3 xyxy=(496,66,716,1932)
article-headline: A FUTILE PROTEST. xyxy=(312,1447,424,1460)
received-line: By Telegraph.-Press Association. xyxy=(1498,858,1613,868)
subheading: REPLY TO HYPOCRITICAL OVERTURES WITH BAYONET. xyxy=(1222,673,1415,694)
subheading: ORGANISING LABOR. xyxy=(560,118,653,128)
article-headline: A FIELD PUNISHMENT UPHELD. xyxy=(42,1441,221,1454)
dateline: London, Dec. 20. xyxy=(1115,383,1176,393)
paragraph: Mr. R. E. Prothero (Minister of Agriculture), addressing the agricultural committees in London, said the Department had prepared a scheme for the fullest utilisation of the land, supplying every county with a list of essential products and the quantities desirable to grow. A survey will be carried out in every county, with compulsory acquisition if necessary. Farmers are empowered to plough grass land. It is proposed to fix the contract price of wheat at 60s. County committees are to be asked to ascertain the number of men in every village willing to grow potatoes. The War Office has promised it will not call up more agricultural workers at present. Mr. Prothero hoped similarly to organise an economical scheme of pig keeping. Mr. Prothero will not have any fiddling with maximum and minimum prices. If the wheat price goes above 60s the farmer will lose. If it is below he will gain. The Government will shortly announce the price of oats and barley. xyxy=(23,611,240,791)
front-headlines xyxy=(23,66,479,518)
dateline: London, December 19. xyxy=(383,926,464,936)
subheading: BETWEEN BRITAIN AND GERMANY. xyxy=(1241,265,1395,276)
dateline: London, Dec. 20. xyxy=(1352,115,1413,125)
section-rule xyxy=(99,546,164,547)
subheading: FOR GROWING ESSENTIAL FOODS. xyxy=(56,570,206,580)
received-line: By Telegraph.-Press Association. xyxy=(1261,818,1376,828)
paragraph: The Roumanians report: The Russians importantly checked the German advance before Ratagn, 30 miles west of Braila, giving time to remove the Braila wheat stores, and providing a clean retreat for the Dobrudja troops. xyxy=(1445,203,1666,245)
column-divider xyxy=(962,66,963,1932)
article-headline: A NEW GENERAL. xyxy=(1504,256,1606,269)
article-headline: NEW PLYMOUTH V. WEST END. xyxy=(1703,716,1879,728)
section-rule xyxy=(335,668,402,669)
paragraph: Mr. Asquith reviewed the British contribution to the war with regard to the army, navy, and finance. Much had been done to minimise the results of the enemy's violation of the rules of maritime warfare. He believed the arming of merchantmen was the best safeguard. xyxy=(733,665,954,718)
dateline: London, Dec. 20. xyxy=(640,133,701,143)
dateline: Hamilton, Last Night. xyxy=(1807,115,1884,125)
dateline: London, Dec. 20. xyxy=(163,1028,224,1038)
section-rule xyxy=(1285,555,1351,556)
received-line: By Telegraph.-Press Association. xyxy=(1733,829,1848,838)
section-rule xyxy=(99,856,164,857)
subheading: SHORTAGE OF REFRIGERATED TONNAGE. xyxy=(1465,1007,1646,1017)
paragraph: The Wurtemburg Chamber of Commerce has accepted 'Turkey's' proposal to send to Germany 10,000 Turkish apprentice artisans between the ages of 12 and 15. xyxy=(257,866,479,898)
article-headline: VOLUNTARY RECRUITING. xyxy=(1481,507,1630,520)
paragraph: A collision occurred at Fitzroy between a motor-cyclist and cyclist, and as a result the former was seriously injured. A number of workmen were proceeding from the freezing works to their homes, and one, a man named Morrison, was cycling some distance behind the group. The motor-cyclist, a man named Henderson, was riding through Fitzroy from New Plymouth. He did not see Morrison behind the group of men in front of him. The two collided, and Henderson was conveyed to the hospital. xyxy=(1683,291,1899,386)
subheading: NEED OF UNITY. xyxy=(571,1075,642,1085)
paragraph: The Russian General, Gonakoo, has taken command of the Russo-Roumanian forces. The Roumanians are reorganising behind the Russians. xyxy=(1445,314,1666,345)
masthead: THE TARANAKI DAILY NEWS. FRIDAY DECEMBER 22, 1916 xyxy=(703,27,1430,51)
paragraph: Then Mr. Lloyd George dealt with our relations with our allies. We had already achieved unity of aim, but when it came to the question of unity of action he thought a good deal was still left to be desired. He had only got to refer to the incident of Roumania, and each man could spell out for himself what it meant. The enemy had two supreme advantages. He could act on internal lines and there was one great dominant Power that practically directed the enemy's forces. We had neither of these advantages; therefore we must achieve the same end by other means. xyxy=(496,872,716,977)
paragraph: Of thirteen appeals before the Military Service Board to-day, twelve were granted short extension to settle their affairs. One was dismissed. The majority of the appellants are dairy farmers, who declared it impossible to get labor at any price, and to go away would mean that their cows and farms would go to ruin. xyxy=(1683,129,1899,192)
section-rule xyxy=(335,546,402,547)
received-line: Received Dec. 21, 8 p.m. xyxy=(87,1016,175,1026)
paragraph: The Tageblatt has dismissed Colonel Stendt for advocating pan-German war views. xyxy=(257,791,479,812)
column-1 xyxy=(23,518,240,1932)
dateline: London, Dec. 21. xyxy=(1115,894,1176,904)
section-rule xyxy=(335,817,402,818)
section-rule xyxy=(1048,630,1114,631)
subheading: THE HOUSE OF LORDS. xyxy=(794,1029,893,1039)
subheading: CHOICE GIVEN THE DOMINIONS. xyxy=(60,1002,203,1012)
dateline: Wellington, Dec. 21. xyxy=(1578,870,1650,880)
paragraph: Turning to the Irish question, he said he wished it were possible to remove the misunderstanding between Britain and Ireland. He would regard that as a great victory for the Allied forces, as something that would give strength to the armies and to the Allies. He was convinced it was a misunderstanding, partly racial and partly religious. It was to the interest of both to have it removed, but there seemed to have been some evil chance that frustrated every effort made for the achievement of better relations. xyxy=(496,250,716,345)
paragraph: Lord Crewe generally approved the Government policy. The late Government could have easily lost the war in a month by doing some things pressed from certain quarters. He feared the same thing would be true now. xyxy=(971,66,1191,108)
section-rule xyxy=(1523,472,1589,473)
